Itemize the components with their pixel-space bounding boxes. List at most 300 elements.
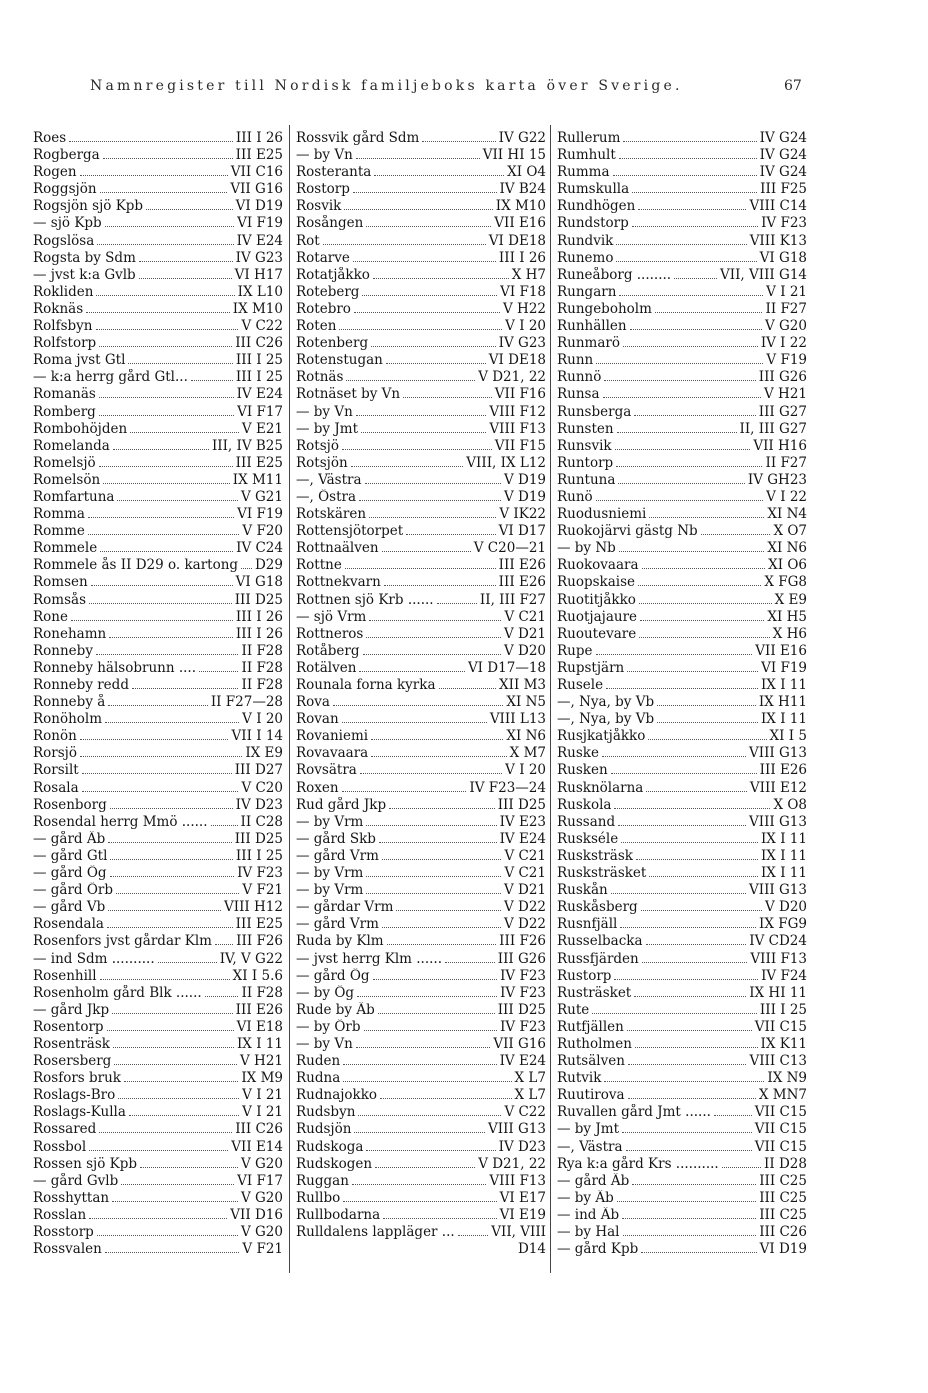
index-entry (557, 780, 807, 797)
dot-leader (603, 387, 761, 398)
entry-name: Romma (33, 506, 85, 523)
dot-leader (640, 610, 764, 621)
entry-map-reference: IX I 11 (760, 830, 807, 847)
entry-name: Runsten (557, 420, 614, 437)
entry-name: Rundhögen (557, 198, 636, 215)
dot-leader (606, 678, 758, 689)
entry-map-reference: XI I 5.6 (232, 967, 283, 984)
entry-map-reference: III C26 (235, 1121, 283, 1138)
entry-map-reference: III D25 (497, 796, 546, 813)
dot-leader (91, 575, 233, 586)
index-entry (557, 369, 807, 386)
index-entry (557, 455, 807, 472)
entry-map-reference: XII M3 (499, 677, 546, 693)
dot-leader (627, 1020, 752, 1031)
entry-name: Roes (33, 130, 67, 146)
index-entry (296, 933, 546, 950)
entry-name: Rolfsbyn (33, 318, 93, 335)
index-entry (296, 626, 546, 643)
index-entry (296, 865, 546, 882)
entry-map-reference: III E26 (759, 762, 807, 779)
entry-map-reference: X H7 (511, 266, 546, 283)
entry-name: —, Nya, by Vb (557, 694, 655, 711)
entry-name: Ruskåsberg (557, 899, 638, 916)
index-entry (296, 523, 546, 540)
entry-map-reference: III I 25 (235, 847, 283, 864)
entry-map-reference: III D25 (234, 830, 283, 847)
entry-name: Ruggan (296, 1172, 349, 1189)
index-entry (557, 130, 807, 147)
dot-leader (366, 866, 501, 877)
index-entry (296, 557, 546, 574)
entry-name: Rundstorp (557, 215, 629, 232)
entry-name: Rot (296, 232, 320, 249)
entry-map-reference: V C21 (504, 608, 546, 625)
index-entry (296, 489, 546, 506)
entry-name: Rosvik (296, 198, 342, 215)
index-entry (296, 1241, 546, 1258)
index-entry (33, 882, 283, 899)
entry-map-reference: X MN7 (758, 1087, 807, 1104)
dot-leader (333, 695, 503, 706)
dot-leader (364, 1020, 498, 1031)
entry-name: Rossvalen (33, 1241, 102, 1258)
index-entry (557, 882, 807, 899)
entry-map-reference: VI F19 (237, 506, 283, 523)
index-entry (557, 865, 807, 882)
dot-leader (616, 456, 762, 467)
entry-map-reference: IV G24 (759, 147, 807, 164)
dot-leader (69, 131, 233, 142)
index-entry (557, 489, 807, 506)
dot-leader (99, 405, 234, 416)
entry-map-reference: III C26 (759, 1224, 807, 1240)
dot-leader (80, 746, 242, 757)
index-entry (33, 1224, 283, 1241)
index-entry (557, 267, 807, 284)
index-entry (296, 1224, 546, 1241)
entry-name: Ruske (557, 745, 599, 762)
entry-map-reference: VII H16 (753, 437, 807, 454)
entry-name: Rotåberg (296, 642, 360, 659)
dot-leader (403, 387, 492, 398)
index-entry (296, 318, 546, 335)
dot-leader (634, 405, 755, 416)
entry-map-reference: V I 20 (242, 711, 283, 728)
index-entry (296, 1207, 546, 1224)
entry-name: Rovsätra (296, 762, 357, 779)
entry-name: Rounala forna kyrka (296, 677, 436, 693)
entry-map-reference: III I 25 (235, 352, 283, 369)
index-entry (296, 968, 546, 985)
entry-map-reference: IV F23 (500, 967, 546, 984)
dot-leader (99, 456, 233, 467)
entry-map-reference: V I 20 (505, 762, 546, 779)
dot-leader (639, 593, 772, 604)
dot-leader (387, 934, 497, 945)
entry-map-reference: VII G16 (493, 1035, 546, 1052)
entry-name: Roten (296, 318, 337, 335)
dot-leader (354, 302, 500, 313)
entry-map-reference: III E25 (235, 147, 283, 164)
entry-map-reference: VI F19 (761, 659, 807, 676)
entry-name: Romfartuna (33, 488, 115, 505)
entry-map-reference: V D22 (503, 916, 546, 933)
index-entry (296, 1173, 546, 1190)
index-entry (557, 1019, 807, 1036)
entry-name: Rostorp (296, 181, 350, 198)
dot-leader (211, 815, 238, 826)
index-entry (296, 848, 546, 865)
dot-leader (639, 627, 770, 638)
dot-leader (108, 832, 231, 843)
dot-leader (139, 251, 233, 262)
entry-name: Rorsilt (33, 762, 79, 779)
index-entry (33, 728, 283, 745)
index-entry (33, 215, 283, 232)
index-entry (33, 352, 283, 369)
dot-leader (342, 712, 487, 723)
entry-map-reference: X O8 (773, 796, 807, 813)
entry-map-reference: VI F18 (500, 283, 546, 300)
dot-leader (366, 815, 496, 826)
entry-name: — by Vn (296, 147, 353, 164)
index-entry (33, 506, 283, 523)
entry-name: Rottneros (296, 625, 364, 642)
entry-map-reference: VII, VIII G14 (720, 266, 807, 283)
entry-map-reference: II, III F27 (479, 591, 546, 608)
index-entry (33, 762, 283, 779)
index-column-2 (296, 130, 546, 1258)
dot-leader (628, 1088, 756, 1099)
dot-leader (121, 1174, 234, 1185)
index-entry (33, 797, 283, 814)
index-entry (296, 335, 546, 352)
entry-name: Runnö (557, 369, 602, 386)
entry-map-reference: XI I 5 (769, 728, 807, 745)
entry-name: Ruotjajaure (557, 608, 638, 625)
entry-name: Rone (33, 608, 68, 625)
entry-map-reference: IX I 11 (760, 677, 807, 693)
entry-map-reference: III I 25 (759, 1001, 807, 1018)
dot-leader (596, 644, 753, 655)
entry-name: —, Västra (296, 471, 362, 488)
index-entry (296, 164, 546, 181)
entry-name: Rovavaara (296, 745, 369, 762)
entry-name: Rosfors bruk (33, 1070, 121, 1087)
dot-leader (604, 1071, 764, 1082)
dot-leader (604, 370, 755, 381)
index-entry (557, 694, 807, 711)
entry-map-reference: XI O4 (507, 164, 546, 181)
entry-name: Rupstjärn (557, 659, 625, 676)
entry-map-reference: XI N6 (767, 540, 807, 557)
dot-leader (343, 1054, 496, 1065)
index-entry (33, 181, 283, 198)
entry-map-reference: III I 26 (498, 249, 546, 266)
dot-leader (396, 900, 501, 911)
dot-leader (642, 952, 748, 963)
entry-name: — gård Ög (33, 865, 107, 882)
entry-name: Runhällen (557, 318, 627, 335)
entry-map-reference: IV GH23 (747, 471, 807, 488)
entry-name: Rosstorp (33, 1224, 94, 1240)
entry-name: Rosenhill (33, 967, 97, 984)
index-entry (33, 540, 283, 557)
entry-name: Rossared (33, 1121, 97, 1138)
entry-map-reference: III I 26 (235, 625, 283, 642)
dot-leader (622, 1208, 756, 1219)
dot-leader (86, 302, 230, 313)
index-entry (33, 711, 283, 728)
dot-leader (112, 1191, 238, 1202)
entry-name: Romberg (33, 403, 96, 420)
entry-name: Ronehamn (33, 625, 107, 642)
dot-leader (110, 849, 233, 860)
index-entry (296, 951, 546, 968)
dot-leader (617, 422, 737, 433)
entry-name: — gårdar Vrm (296, 899, 394, 916)
entry-map-reference: VI F17 (237, 1172, 283, 1189)
entry-name: — by Vn (296, 1035, 353, 1052)
index-entry (296, 1002, 546, 1019)
entry-map-reference: V C20—21 (473, 540, 546, 557)
dot-leader (617, 1191, 756, 1202)
dot-leader (124, 1071, 238, 1082)
entry-name: Ruskola (557, 796, 612, 813)
entry-name: Ronneby redd (33, 677, 129, 693)
dot-leader (458, 1225, 489, 1236)
index-entry (557, 147, 807, 164)
entry-name: — sjö Vrm (296, 608, 367, 625)
entry-map-reference: II, III G27 (739, 420, 807, 437)
index-entry (557, 1139, 807, 1156)
entry-map-reference: VI D19 (759, 1241, 807, 1258)
entry-name: — gård Örb (33, 882, 114, 899)
dot-leader (342, 781, 467, 792)
index-entry (33, 1241, 283, 1258)
index-entry (296, 421, 546, 438)
dot-leader (655, 302, 763, 313)
entry-name: Ruotitjåkko (557, 591, 636, 608)
dot-leader (632, 216, 758, 227)
index-entry (296, 831, 546, 848)
entry-map-reference: VII F16 (494, 386, 546, 403)
dot-leader (657, 712, 758, 723)
dot-leader (99, 336, 232, 347)
entry-map-reference: II D28 (764, 1155, 807, 1172)
entry-name: Runsvik (557, 437, 612, 454)
entry-map-reference: IV E24 (236, 386, 283, 403)
entry-map-reference: IX I 11 (760, 711, 807, 728)
index-entry (296, 609, 546, 626)
entry-map-reference: IV E24 (499, 1053, 546, 1070)
entry-name: —, Västra (557, 1138, 623, 1155)
entry-name: Rorsjö (33, 745, 77, 762)
entry-name: Rusken (557, 762, 608, 779)
entry-name: Rotenstugan (296, 352, 383, 369)
dot-leader (618, 473, 744, 484)
entry-map-reference: V C22 (241, 318, 283, 335)
dot-leader (626, 1140, 752, 1151)
entry-name: Ruokojärvi gästg Nb (557, 523, 698, 540)
entry-name: Rullbodarna (296, 1206, 381, 1223)
dot-leader (356, 405, 487, 416)
entry-map-reference: IX L10 (237, 283, 283, 300)
index-entry (33, 574, 283, 591)
dot-leader (346, 370, 475, 381)
entry-map-reference: VII HI 15 (482, 147, 546, 164)
entry-map-reference: VII E16 (494, 215, 546, 232)
dot-leader (108, 695, 208, 706)
entry-map-reference: V C20 (241, 779, 283, 796)
entry-name: — gård Kpb (557, 1241, 639, 1258)
dot-leader (139, 268, 232, 279)
index-entry (33, 404, 283, 421)
entry-name: Rya k:a gård Krs .......... (557, 1155, 719, 1172)
entry-name: Rosenholm gård Blk ...... (33, 984, 202, 1001)
entry-map-reference: II F27—28 (210, 694, 283, 711)
dot-leader (611, 763, 757, 774)
index-entry (557, 643, 807, 660)
entry-map-reference: IV F23 (237, 865, 283, 882)
entry-name: Rotenberg (296, 335, 369, 352)
entry-map-reference: VII C15 (754, 1104, 807, 1121)
index-entry (557, 557, 807, 574)
entry-name: — gård Gtl (33, 847, 108, 864)
entry-name: Rotälven (296, 659, 357, 676)
dot-leader (619, 285, 763, 296)
dot-leader (99, 1122, 232, 1133)
entry-name: Runn (557, 352, 594, 369)
dot-leader (103, 148, 233, 159)
dot-leader (596, 353, 763, 364)
entry-name: Ruskån (557, 882, 608, 899)
entry-map-reference: VI D17 (498, 523, 546, 540)
index-entry (557, 797, 807, 814)
dot-leader (360, 763, 502, 774)
entry-map-reference: XI H5 (767, 608, 807, 625)
index-entry (33, 1087, 283, 1104)
index-entry (33, 780, 283, 797)
index-entry (33, 643, 283, 660)
entry-name: Rottne (296, 557, 342, 574)
index-entry (557, 728, 807, 745)
entry-map-reference: IX M11 (232, 471, 283, 488)
entry-name: — by Jmt (557, 1121, 619, 1138)
entry-map-reference: V C21 (504, 847, 546, 864)
dot-leader (356, 1037, 491, 1048)
dot-leader (323, 234, 486, 245)
column-divider (550, 125, 551, 1273)
index-entry (33, 814, 283, 831)
index-entry (33, 369, 283, 386)
dot-leader (614, 969, 758, 980)
entry-map-reference: IV F23—24 (469, 779, 546, 796)
dot-leader (109, 627, 233, 638)
entry-map-reference: VIII C13 (749, 1053, 807, 1070)
entry-map-reference: II F27 (765, 300, 807, 317)
dot-leader (96, 285, 234, 296)
entry-map-reference: IX M9 (241, 1070, 283, 1087)
entry-name: Russfjärden (557, 950, 639, 967)
index-entry (557, 318, 807, 335)
index-entry (296, 1087, 546, 1104)
index-entry (557, 215, 807, 232)
dot-leader (343, 1071, 511, 1082)
dot-leader (358, 1105, 501, 1116)
dot-leader (353, 251, 496, 262)
index-entry (33, 1207, 283, 1224)
dot-leader (80, 729, 229, 740)
index-entry (557, 831, 807, 848)
dot-leader (375, 1157, 475, 1168)
entry-map-reference: X H6 (772, 625, 807, 642)
dot-leader (373, 969, 498, 980)
index-entry (296, 198, 546, 215)
index-entry (33, 472, 283, 489)
entry-map-reference: V G20 (240, 1224, 283, 1240)
index-entry (557, 386, 807, 403)
index-entry (296, 592, 546, 609)
entry-map-reference: VI G18 (759, 249, 807, 266)
entry-map-reference: IV D23 (235, 796, 283, 813)
index-entry (33, 489, 283, 506)
entry-map-reference: VI F17 (237, 403, 283, 420)
dot-leader (373, 268, 509, 279)
entry-map-reference: III F25 (760, 181, 807, 198)
index-entry (33, 1139, 283, 1156)
index-entry (296, 1053, 546, 1070)
dot-leader (339, 319, 502, 330)
entry-name: Romelanda (33, 437, 110, 454)
entry-name: Rude by Äb (296, 1001, 375, 1018)
entry-map-reference: III C25 (759, 1172, 807, 1189)
entry-map-reference: II C28 (240, 813, 283, 830)
entry-map-reference: IX HI 11 (749, 984, 807, 1001)
entry-map-reference: IX FG9 (759, 916, 807, 933)
entry-map-reference: V F20 (242, 523, 283, 540)
entry-name: Rotnäset by Vn (296, 386, 401, 403)
entry-name: Rosentorp (33, 1018, 104, 1035)
entry-name: Rundvik (557, 232, 614, 249)
index-entry (557, 745, 807, 762)
entry-map-reference: V F19 (766, 352, 807, 369)
entry-name: Ronneby hälsobrunn .... (33, 659, 196, 676)
entry-map-reference: VI F19 (237, 215, 283, 232)
index-entry (557, 1087, 807, 1104)
entry-name: — jvst k:a Gvlb (33, 266, 136, 283)
index-entry (33, 1121, 283, 1138)
index-entry (33, 1002, 283, 1019)
entry-map-reference: IV E24 (236, 232, 283, 249)
entry-name: Rusnfjäll (557, 916, 618, 933)
dot-leader (369, 507, 496, 518)
index-entry (557, 1002, 807, 1019)
entry-map-reference: VI DE18 (488, 232, 546, 249)
entry-map-reference: IX H11 (758, 694, 807, 711)
entry-name: Rolfstorp (33, 335, 97, 352)
dot-leader (366, 216, 491, 227)
entry-name: Rutvik (557, 1070, 602, 1087)
index-entry (557, 677, 807, 694)
index-entry (296, 643, 546, 660)
dot-leader (96, 319, 239, 330)
entry-map-reference: III F26 (236, 933, 283, 950)
entry-map-reference: XI N5 (506, 694, 546, 711)
entry-map-reference: D14 (517, 1241, 546, 1258)
index-entry (296, 985, 546, 1002)
